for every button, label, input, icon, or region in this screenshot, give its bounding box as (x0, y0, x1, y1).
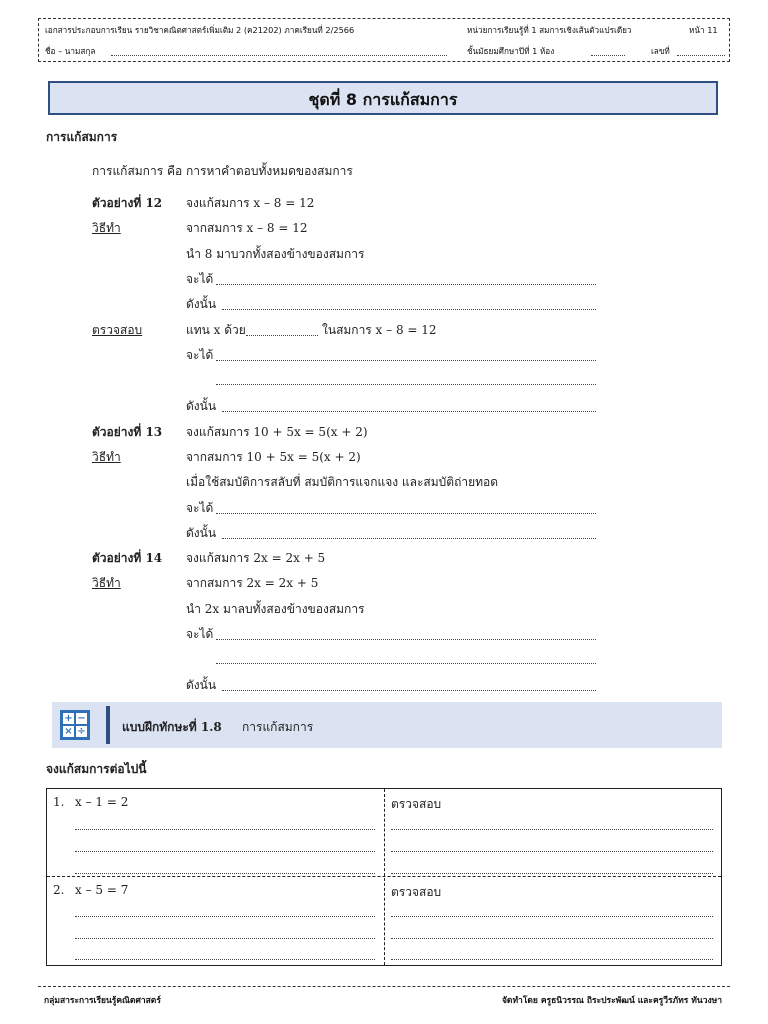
example-12-check-step: ดังนั้น (186, 399, 217, 413)
answer-line (75, 938, 375, 939)
page-footer (38, 986, 730, 1006)
page-number: หน้า 11 (689, 25, 718, 35)
grade-label: ชั้นมัธยมศึกษาปีที่ 1 ห้อง (467, 46, 555, 56)
example-14-task: จงแก้สมการ 2x = 2x + 5 (186, 551, 326, 565)
example-14-label: ตัวอย่างที่ 14 (92, 551, 163, 565)
example-12-step: จะได้ (186, 272, 214, 286)
answer-line (391, 916, 713, 917)
example-12-check-label: ตรวจสอบ (92, 323, 143, 337)
example-12-step: ดังนั้น (186, 297, 217, 311)
practice-topic: การแก้สมการ (242, 720, 314, 734)
number-label: เลขที่ (651, 46, 670, 56)
answer-line (216, 360, 596, 361)
footer-authors: จัดทำโดย ครูธนิวรรณ ถิระประพัฒน์ และครูวีรภัทร ทันวงษา (501, 996, 722, 1006)
example-14-step: นำ 2x มาลบทั้งสองข้างของสมการ (186, 602, 365, 616)
practice-banner (52, 702, 722, 748)
exercise-equation: x – 5 = 7 (75, 883, 129, 897)
room-blank (591, 55, 625, 56)
name-blank (111, 55, 447, 56)
answer-line (216, 513, 596, 514)
worksheet-title-box (48, 81, 718, 115)
exercise-number: 2. (53, 883, 65, 897)
example-12-label: ตัวอย่างที่ 12 (92, 196, 163, 210)
exercise-heading: จงแก้สมการต่อไปนี้ (46, 762, 147, 776)
answer-line (216, 384, 596, 385)
number-blank (677, 55, 725, 56)
example-12-check-line-tail: ในสมการ x – 8 = 12 (322, 323, 437, 337)
example-12-step: นำ 8 มาบวกทั้งสองข้างของสมการ (186, 247, 365, 261)
example-13-step: เมื่อใช้สมบัติการสลับที่ สมบัติการแจกแจง และสมบัติถ่ายทอด (186, 475, 499, 489)
answer-line (391, 938, 713, 939)
example-13-step: จากสมการ 10 + 5x = 5(x + 2) (186, 450, 361, 464)
column-divider (384, 789, 385, 965)
unit-info: หน่วยการเรียนรู้ที่ 1 สมการเชิงเส้นตัวแปรเดียว (467, 25, 632, 35)
name-label: ชื่อ – นามสกุล (45, 46, 96, 56)
example-12-check-line: แทน x ด้วย (186, 323, 246, 337)
answer-line (222, 690, 596, 691)
answer-line (391, 873, 713, 874)
row-divider (47, 876, 721, 877)
answer-line (216, 663, 596, 664)
answer-line (75, 959, 375, 960)
example-13-step: จะได้ (186, 501, 214, 515)
example-13-step: ดังนั้น (186, 526, 217, 540)
answer-line (216, 639, 596, 640)
example-14-step: ดังนั้น (186, 678, 217, 692)
exercise-table (46, 788, 722, 966)
exercise-check-label: ตรวจสอบ (391, 885, 442, 899)
answer-line (391, 851, 713, 852)
example-12-step: จากสมการ x – 8 = 12 (186, 221, 308, 235)
answer-line (75, 829, 375, 830)
answer-line (75, 873, 375, 874)
example-12-check-step: จะได้ (186, 348, 214, 362)
answer-line (391, 829, 713, 830)
answer-line (75, 851, 375, 852)
section-heading: การแก้สมการ (46, 130, 118, 144)
definition-text: การแก้สมการ คือ การหาคำตอบทั้งหมดของสมการ (92, 164, 353, 178)
calculator-icon: + − × ÷ (60, 710, 90, 740)
answer-line (75, 916, 375, 917)
example-12-task: จงแก้สมการ x – 8 = 12 (186, 196, 315, 210)
example-14-step: จากสมการ 2x = 2x + 5 (186, 576, 319, 590)
exercise-number: 1. (53, 795, 65, 809)
example-14-method-label: วิธีทำ (92, 576, 121, 590)
answer-line (391, 959, 713, 960)
exercise-equation: x – 1 = 2 (75, 795, 129, 809)
answer-line (246, 335, 318, 336)
answer-line (216, 284, 596, 285)
answer-line (222, 411, 596, 412)
footer-department: กลุ่มสาระการเรียนรู้คณิตศาสตร์ (44, 996, 161, 1006)
answer-line (222, 309, 596, 310)
example-12-method-label: วิธีทำ (92, 221, 121, 235)
example-13-task: จงแก้สมการ 10 + 5x = 5(x + 2) (186, 425, 368, 439)
example-13-method-label: วิธีทำ (92, 450, 121, 464)
example-14-step: จะได้ (186, 627, 214, 641)
answer-line (222, 538, 596, 539)
exercise-check-label: ตรวจสอบ (391, 797, 442, 811)
document-info: เอกสารประกอบการเรียน รายวิชาคณิตศาสตร์เพิ่มเติม 2 (ค21202) ภาคเรียนที่ 2/2566 (45, 25, 355, 35)
banner-divider (106, 706, 110, 744)
practice-label: แบบฝึกทักษะที่ 1.8 (122, 720, 222, 734)
example-13-label: ตัวอย่างที่ 13 (92, 425, 163, 439)
worksheet-title: ชุดที่ 8 การแก้สมการ (308, 90, 458, 109)
page-header (38, 18, 730, 62)
